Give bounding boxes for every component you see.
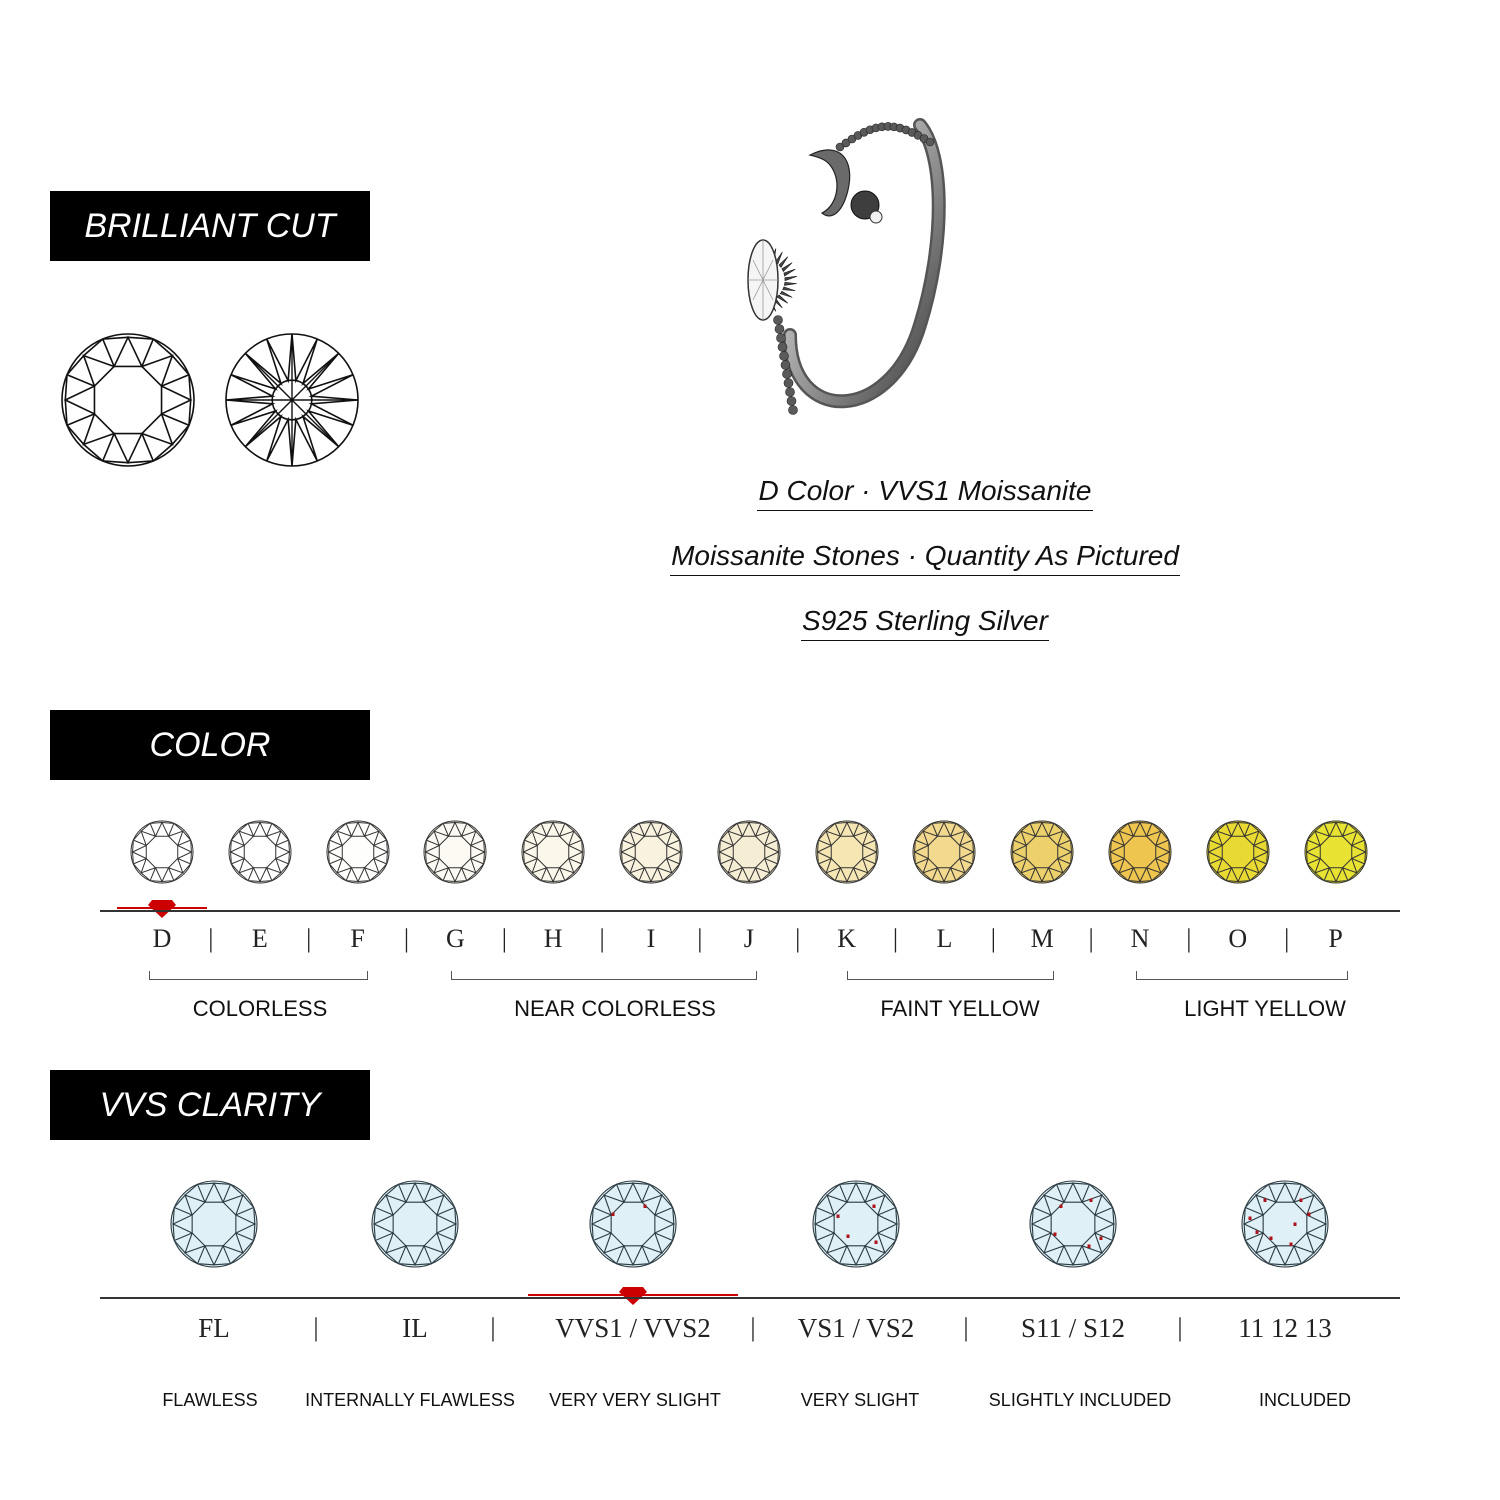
color-grade-i: I — [646, 924, 656, 953]
color-title: COLOR — [149, 725, 271, 764]
color-separator: | — [795, 924, 801, 953]
color-gem-l — [911, 819, 977, 885]
clarity-gem-4 — [811, 1179, 901, 1269]
color-group-label: LIGHT YELLOW — [1184, 996, 1346, 1021]
color-group-label: COLORLESS — [192, 996, 328, 1021]
color-grade-p: P — [1328, 924, 1343, 953]
color-group-bracket — [847, 971, 1054, 980]
clarity-separator: | — [963, 1313, 969, 1342]
ring-product-image — [730, 95, 970, 455]
color-gem-h — [520, 819, 586, 885]
color-group-label: FAINT YELLOW — [880, 996, 1040, 1021]
color-gem-d — [129, 819, 195, 885]
brilliant-cut-title: BRILLIANT CUT — [84, 206, 336, 245]
spec-material: S925 Sterling Silver — [600, 605, 1250, 637]
color-group-bracket — [451, 971, 757, 980]
brilliant-cut-bottom-view — [222, 330, 362, 470]
clarity-grade: FL — [198, 1313, 230, 1343]
clarity-grade: 11 12 13 — [1238, 1313, 1332, 1343]
clarity-separator: | — [313, 1313, 319, 1342]
color-grade-d: D — [152, 924, 172, 953]
clarity-gem-6 — [1240, 1179, 1330, 1269]
color-scale-line — [100, 910, 1400, 912]
color-separator: | — [1186, 924, 1192, 953]
clarity-separator: | — [1177, 1313, 1183, 1342]
color-grade-k: K — [837, 924, 856, 953]
color-selected-marker — [117, 896, 217, 920]
clarity-gem-2 — [370, 1179, 460, 1269]
brilliant-cut-top-view — [58, 330, 198, 470]
color-grade-g: G — [446, 924, 465, 953]
clarity-separator: | — [490, 1313, 496, 1342]
clarity-selected-marker — [528, 1283, 748, 1307]
color-banner — [50, 710, 370, 780]
color-separator: | — [1284, 924, 1290, 953]
color-gem-g — [422, 819, 488, 885]
clarity-label: INCLUDED — [1258, 1390, 1352, 1410]
color-gem-i — [618, 819, 684, 885]
color-gem-e — [227, 819, 293, 885]
clarity-label: SLIGHTLY INCLUDED — [988, 1390, 1172, 1410]
clarity-gem-5 — [1028, 1179, 1118, 1269]
color-separator: | — [990, 924, 996, 953]
clarity-gem-3 — [588, 1179, 678, 1269]
clarity-label: FLAWLESS — [162, 1390, 258, 1410]
color-separator: | — [208, 924, 214, 953]
clarity-grade: VVS1 / VVS2 — [555, 1313, 711, 1343]
clarity-grade: IL — [402, 1313, 428, 1343]
clarity-grade: VS1 / VS2 — [797, 1313, 915, 1343]
color-separator: | — [1088, 924, 1094, 953]
clarity-separator: | — [750, 1313, 756, 1342]
clarity-banner — [50, 1070, 370, 1140]
clarity-label: VERY SLIGHT — [800, 1390, 920, 1410]
color-grade-m: M — [1030, 924, 1054, 953]
spec-color-clarity: D Color · VVS1 Moissanite — [600, 475, 1250, 507]
color-gem-m — [1009, 819, 1075, 885]
color-grade-h: H — [543, 924, 563, 953]
clarity-gem-1 — [169, 1179, 259, 1269]
clarity-title: VVS CLARITY — [99, 1085, 321, 1124]
color-grade-o: O — [1228, 924, 1248, 953]
color-gem-j — [716, 819, 782, 885]
spec-stones-quantity: Moissanite Stones · Quantity As Pictured — [600, 540, 1250, 572]
clarity-grade: S11 / S12 — [1020, 1313, 1126, 1343]
color-separator: | — [306, 924, 312, 953]
color-grade-j: J — [743, 924, 754, 953]
color-gem-p — [1303, 819, 1369, 885]
color-gem-o — [1205, 819, 1271, 885]
color-group-bracket — [149, 971, 368, 980]
color-gem-k — [814, 819, 880, 885]
color-gem-f — [325, 819, 391, 885]
color-separator: | — [892, 924, 899, 953]
color-grade-l: L — [936, 924, 953, 953]
color-gem-n — [1107, 819, 1173, 885]
color-separator: | — [599, 924, 605, 953]
clarity-label: INTERNALLY FLAWLESS — [305, 1390, 515, 1410]
color-grade-n: N — [1130, 924, 1150, 953]
brilliant-cut-banner — [50, 191, 370, 261]
color-grade-f: F — [350, 924, 365, 953]
color-separator: | — [697, 924, 703, 953]
color-group-bracket — [1136, 971, 1348, 980]
clarity-scale-line — [100, 1297, 1400, 1299]
clarity-label: VERY VERY SLIGHT — [549, 1390, 721, 1410]
color-separator: | — [403, 924, 410, 953]
color-grade-e: E — [251, 924, 268, 953]
color-group-label: NEAR COLORLESS — [514, 996, 716, 1021]
color-separator: | — [501, 924, 507, 953]
